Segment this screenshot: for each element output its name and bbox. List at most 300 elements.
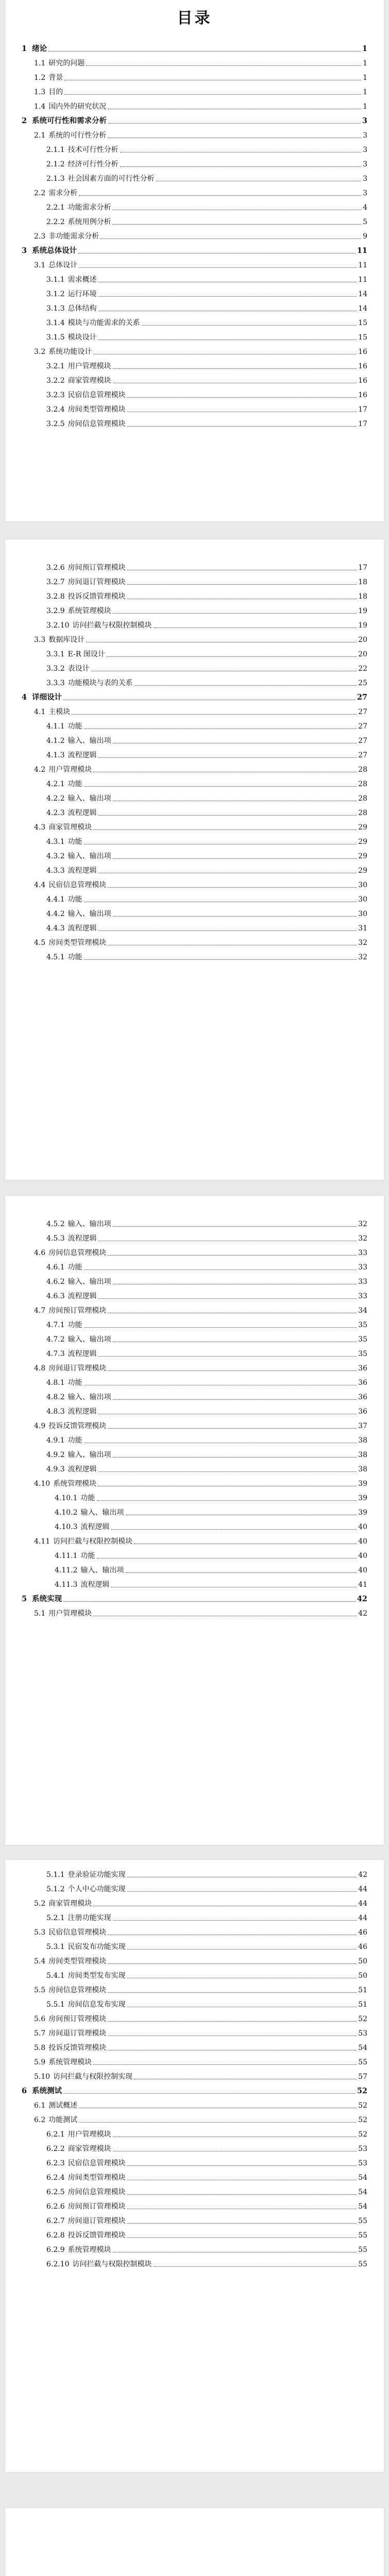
- toc-dot-leader: [79, 2107, 357, 2108]
- toc-entry-number: 4: [22, 693, 27, 702]
- toc-entry-title: 经济可行性分析: [67, 160, 119, 168]
- toc-entry-page-number: 51: [358, 1986, 367, 1994]
- toc-entry[interactable]: [22, 2154, 367, 2168]
- toc-entry[interactable]: [22, 1879, 367, 1894]
- toc-entry[interactable]: [22, 1402, 367, 1416]
- toc-entry-number: 4.11.2: [55, 1566, 78, 1574]
- toc-entry[interactable]: [22, 2168, 367, 2182]
- toc-entry[interactable]: [22, 1604, 367, 1618]
- toc-entry[interactable]: [22, 1344, 367, 1359]
- toc-entry[interactable]: [22, 241, 367, 256]
- toc-entry[interactable]: [22, 97, 367, 111]
- toc-dot-leader: [98, 281, 357, 282]
- toc-dot-leader: [63, 699, 356, 700]
- toc-dot-leader: [108, 1312, 357, 1313]
- toc-entry-page-number: 15: [358, 319, 367, 327]
- toc-entry-page-number: 16: [358, 362, 367, 370]
- toc-dot-leader: [127, 1876, 357, 1877]
- toc-entry[interactable]: [22, 731, 367, 745]
- toc-entry-title: 功能: [80, 1494, 95, 1502]
- toc-entry-page-number: 27: [358, 722, 367, 731]
- toc-entry-number: 3.3.2: [46, 665, 65, 673]
- toc-dot-leader: [127, 1977, 357, 1978]
- toc-dot-leader: [108, 1934, 357, 1935]
- toc-entry[interactable]: [22, 2053, 367, 2067]
- toc-entry-number: 5.6: [34, 2015, 46, 2023]
- toc-entry-page-number: 11: [358, 276, 367, 284]
- toc-entry-number: 2.1.1: [46, 146, 65, 154]
- toc-entry-page-number: 33: [358, 1292, 367, 1300]
- toc-entry-number: 2.3: [34, 232, 46, 241]
- toc-entry[interactable]: [22, 630, 367, 645]
- toc-entry-number: 2.1.2: [46, 160, 65, 168]
- toc-entry-title: 用户管理模块: [67, 362, 111, 370]
- toc-dot-leader: [108, 1963, 357, 1964]
- toc-entry[interactable]: [22, 818, 367, 832]
- toc-entry-page-number: 55: [358, 2246, 367, 2254]
- toc-entry-page-number: 51: [358, 2001, 367, 2009]
- toc-entry-number: 3.3.3: [46, 679, 65, 687]
- toc-entry-page-number: 54: [358, 2044, 367, 2052]
- toc-dot-leader: [72, 714, 357, 715]
- toc-entry-page-number: 17: [358, 420, 367, 428]
- toc-dot-leader: [84, 728, 357, 729]
- toc-dot-leader: [127, 397, 357, 398]
- toc-entry-page-number: 42: [358, 1609, 367, 1618]
- toc-entry[interactable]: [22, 1330, 367, 1344]
- toc-entry[interactable]: [22, 2024, 367, 2038]
- toc-entry-title: 功能: [67, 895, 82, 904]
- toc-entry-number: 4.7.3: [46, 1350, 65, 1358]
- toc-entry-page-number: 5: [363, 218, 367, 226]
- toc-dot-leader: [127, 2208, 357, 2209]
- toc-dot-leader: [84, 1327, 357, 1328]
- toc-entry-number: 1: [22, 44, 27, 53]
- toc-dot-leader: [113, 858, 357, 859]
- toc-entry[interactable]: [22, 183, 367, 198]
- toc-entry[interactable]: [22, 789, 367, 803]
- toc-entry[interactable]: [22, 717, 367, 731]
- toc-dot-leader: [93, 771, 357, 772]
- toc-entry-page-number: 40: [358, 1552, 367, 1560]
- toc-entry-title: 流程逻辑: [67, 1292, 97, 1300]
- toc-entry-number: 4.11.3: [55, 1581, 78, 1589]
- toc-entry-number: 4.1: [34, 708, 46, 716]
- toc-entry[interactable]: [22, 169, 367, 183]
- toc-entry-title: 访问拦截与权限控制实现: [53, 2073, 133, 2081]
- toc-entry-title: 系统测试: [32, 2087, 62, 2095]
- toc-entry-number: 4.9.1: [46, 1436, 65, 1445]
- toc-entry-title: 房间退订管理模块: [48, 2029, 107, 2038]
- toc-entry[interactable]: [22, 2110, 367, 2125]
- toc-entry-page-number: 14: [358, 304, 367, 313]
- toc-list: [5, 539, 384, 962]
- toc-entry-title: 投诉反馈管理模块: [48, 1422, 107, 1430]
- toc-entry-title: 背景: [48, 74, 63, 82]
- toc-entry-number: 3.1.2: [46, 290, 65, 298]
- toc-entry-page-number: 36: [358, 1393, 367, 1401]
- toc-entry[interactable]: [22, 299, 367, 313]
- toc-entry-page-number: 28: [358, 766, 367, 774]
- toc-entry-page-number: 44: [358, 1885, 367, 1893]
- toc-entry[interactable]: [22, 54, 367, 68]
- toc-entry[interactable]: [22, 1301, 367, 1315]
- toc-entry-title: 系统可行性和需求分析: [32, 116, 107, 125]
- toc-entry[interactable]: [22, 1865, 367, 1879]
- toc-entry[interactable]: [22, 68, 367, 82]
- toc-entry[interactable]: [22, 1258, 367, 1272]
- toc-entry[interactable]: [22, 1229, 367, 1243]
- toc-entry-number: 6.2.1: [46, 2130, 65, 2139]
- toc-entry-title: 功能: [67, 780, 82, 788]
- toc-entry[interactable]: [22, 2211, 367, 2226]
- toc-entry[interactable]: [22, 601, 367, 616]
- toc-entry[interactable]: [22, 1431, 367, 1445]
- toc-entry[interactable]: [22, 645, 367, 659]
- toc-entry[interactable]: [22, 616, 367, 630]
- toc-entry-title: 流程逻辑: [67, 809, 97, 817]
- toc-entry-number: 5.8: [34, 2044, 46, 2052]
- toc-dot-leader: [98, 1413, 357, 1414]
- toc-entry[interactable]: [22, 659, 367, 673]
- toc-entry-title: 输入、输出项: [67, 794, 111, 803]
- toc-entry-title: 输入、输出项: [67, 737, 111, 745]
- toc-dot-leader: [98, 296, 357, 297]
- toc-entry-page-number: 54: [358, 2188, 367, 2196]
- toc-entry-title: 商家管理模块: [48, 823, 92, 832]
- toc-entry-title: 目的: [48, 88, 63, 96]
- toc-entry-page-number: 3: [363, 160, 367, 168]
- toc-entry-number: 3.1.3: [46, 304, 65, 313]
- toc-entry[interactable]: [22, 1575, 367, 1589]
- toc-entry[interactable]: [22, 1589, 367, 1604]
- toc-entry[interactable]: [22, 2038, 367, 2053]
- toc-entry-number: 5.5: [34, 1986, 46, 1994]
- toc-entry-number: 5.1.1: [46, 1871, 65, 1879]
- toc-entry-page-number: 17: [358, 564, 367, 572]
- toc-entry-title: 流程逻辑: [67, 924, 97, 933]
- toc-entry[interactable]: [22, 2081, 367, 2096]
- toc-entry[interactable]: [22, 1243, 367, 1258]
- toc-entry-title: 输入、输出项: [67, 1220, 111, 1228]
- toc-entry[interactable]: [22, 1373, 367, 1387]
- toc-entry[interactable]: [22, 1286, 367, 1301]
- toc-entry-number: 2.2.2: [46, 218, 65, 226]
- toc-dot-leader: [120, 151, 361, 152]
- toc-entry-number: 5.1: [34, 1609, 46, 1618]
- toc-entry[interactable]: [22, 1952, 367, 1966]
- toc-dot-leader: [108, 1370, 357, 1371]
- toc-dot-leader: [126, 1572, 357, 1573]
- toc-entry[interactable]: [22, 400, 367, 414]
- toc-entry[interactable]: [22, 256, 367, 270]
- toc-dot-leader: [98, 1355, 357, 1357]
- toc-entry[interactable]: [22, 1966, 367, 1980]
- toc-entry[interactable]: [22, 155, 367, 169]
- toc-entry-title: 总体结构: [67, 304, 97, 313]
- toc-entry[interactable]: [22, 270, 367, 284]
- toc-entry[interactable]: [22, 385, 367, 400]
- toc-entry[interactable]: [22, 803, 367, 818]
- toc-entry[interactable]: [22, 1445, 367, 1460]
- toc-entry[interactable]: [22, 1561, 367, 1575]
- toc-entry-number: 4.9.2: [46, 1451, 65, 1459]
- toc-entry[interactable]: [22, 2182, 367, 2197]
- toc-entry-page-number: 30: [358, 910, 367, 918]
- toc-entry[interactable]: [22, 587, 367, 601]
- toc-entry[interactable]: [22, 1214, 367, 1229]
- toc-entry-number: 4.10.3: [55, 1523, 78, 1531]
- toc-entry[interactable]: [22, 126, 367, 140]
- toc-entry-number: 4.5.2: [46, 1220, 65, 1228]
- toc-entry[interactable]: [22, 1546, 367, 1561]
- toc-entry-page-number: 9: [363, 232, 367, 241]
- toc-entry-number: 5.9: [34, 2058, 46, 2066]
- toc-dot-leader: [108, 2035, 357, 2036]
- toc-page-4: [5, 1860, 384, 2472]
- toc-entry-title: 系统的可行性分析: [48, 131, 107, 140]
- toc-entry[interactable]: [22, 82, 367, 97]
- toc-entry[interactable]: [22, 2096, 367, 2110]
- toc-entry[interactable]: [22, 2139, 367, 2154]
- toc-entry-title: 需求分析: [48, 189, 78, 197]
- toc-entry[interactable]: [22, 1359, 367, 1373]
- toc-entry-title: 系统用例分析: [67, 218, 111, 226]
- toc-entry[interactable]: [22, 572, 367, 587]
- toc-dot-leader: [98, 757, 357, 758]
- toc-entry[interactable]: [22, 702, 367, 717]
- toc-entry-page-number: 33: [358, 1278, 367, 1286]
- toc-entry[interactable]: [22, 2009, 367, 2024]
- toc-entry[interactable]: [22, 1532, 367, 1546]
- toc-entry-title: 系统管理模块: [53, 1480, 97, 1488]
- toc-entry-title: 用户管理模块: [67, 2130, 111, 2139]
- toc-entry[interactable]: [22, 2125, 367, 2139]
- toc-entry[interactable]: [22, 673, 367, 688]
- toc-entry[interactable]: [22, 832, 367, 846]
- toc-entry-number: 6.2.9: [46, 2246, 65, 2254]
- toc-dot-leader: [48, 50, 361, 52]
- toc-entry-number: 3.1.1: [46, 276, 65, 284]
- toc-entry-page-number: 25: [358, 679, 367, 687]
- toc-entry-number: 2.1.3: [46, 175, 65, 183]
- toc-entry-page-number: 40: [358, 1566, 367, 1574]
- toc-entry-title: 总体设计: [48, 261, 78, 269]
- toc-entry-page-number: 1: [363, 59, 367, 67]
- toc-entry-number: 4.2: [34, 766, 46, 774]
- toc-entry[interactable]: [22, 846, 367, 861]
- toc-dot-leader: [113, 1283, 357, 1284]
- toc-entry[interactable]: [22, 342, 367, 357]
- toc-entry-page-number: 11: [358, 261, 367, 269]
- toc-entry-title: 运行环境: [67, 290, 97, 298]
- toc-dot-leader: [127, 569, 357, 570]
- toc-entry-number: 4.8.2: [46, 1393, 65, 1401]
- toc-entry-number: 6.1: [34, 2102, 46, 2110]
- toc-entry[interactable]: [22, 284, 367, 299]
- toc-entry[interactable]: [22, 357, 367, 371]
- toc-entry-number: 6.2.8: [46, 2231, 65, 2240]
- toc-entry-page-number: 46: [358, 1928, 367, 1937]
- toc-entry-number: 5.3.1: [46, 1943, 65, 1951]
- toc-entry-page-number: 41: [358, 1581, 367, 1589]
- toc-dot-leader: [98, 815, 357, 816]
- toc-dot-leader: [98, 310, 357, 311]
- toc-entry[interactable]: [22, 1923, 367, 1937]
- toc-entry-page-number: 53: [358, 2029, 367, 2038]
- toc-entry-number: 4.3.1: [46, 838, 65, 846]
- toc-entry-number: 4.2.2: [46, 794, 65, 803]
- toc-entry[interactable]: [22, 313, 367, 328]
- toc-entry-number: 5.4.1: [46, 1972, 65, 1980]
- toc-entry[interactable]: [22, 371, 367, 385]
- toc-entry[interactable]: [22, 2067, 367, 2081]
- toc-entry-title: 功能测试: [48, 2116, 78, 2124]
- toc-dot-leader: [127, 598, 357, 599]
- toc-entry[interactable]: [22, 947, 367, 962]
- toc-entry-title: 民宿发布功能实现: [67, 1943, 126, 1951]
- toc-entry-page-number: 29: [358, 852, 367, 860]
- toc-entry[interactable]: [22, 1315, 367, 1330]
- toc-entry[interactable]: [22, 39, 367, 54]
- toc-entry-number: 4.7.1: [46, 1321, 65, 1329]
- toc-dot-leader: [84, 1269, 357, 1270]
- toc-entry-page-number: 38: [358, 1451, 367, 1459]
- toc-entry-page-number: 31: [358, 924, 367, 933]
- toc-entry-title: 输入、输出项: [67, 1393, 111, 1401]
- toc-entry[interactable]: [22, 227, 367, 241]
- toc-entry-number: 3.2.9: [46, 607, 65, 615]
- toc-dot-leader: [108, 123, 361, 124]
- toc-entry[interactable]: [22, 328, 367, 342]
- toc-entry[interactable]: [22, 890, 367, 904]
- toc-entry[interactable]: [22, 1272, 367, 1286]
- toc-entry-page-number: 1: [363, 88, 367, 96]
- toc-entry[interactable]: [22, 2255, 367, 2269]
- toc-entry-title: 房间信息发布实现: [67, 2001, 126, 2009]
- toc-entry[interactable]: [22, 1937, 367, 1952]
- toc-entry-number: 5.7: [34, 2029, 46, 2038]
- toc-entry-number: 5.3: [34, 1928, 46, 1937]
- toc-entry-title: 表设计: [67, 665, 90, 673]
- toc-entry-page-number: 33: [358, 1263, 367, 1272]
- toc-entry-number: 4.8: [34, 1364, 46, 1372]
- toc-entry-number: 6.2.4: [46, 2174, 65, 2182]
- toc-entry-page-number: 16: [358, 377, 367, 385]
- toc-entry-number: 1.1: [34, 59, 46, 67]
- toc-entry[interactable]: [22, 1474, 367, 1488]
- toc-entry[interactable]: [22, 1995, 367, 2009]
- toc-entry-number: 3.2.8: [46, 592, 65, 601]
- toc-entry-number: 4.3.2: [46, 852, 65, 860]
- toc-entry[interactable]: [22, 414, 367, 429]
- toc-entry[interactable]: [22, 774, 367, 789]
- toc-entry[interactable]: [22, 1488, 367, 1503]
- toc-dot-leader: [78, 252, 356, 253]
- toc-entry-page-number: 36: [358, 1364, 367, 1372]
- toc-entry[interactable]: [22, 198, 367, 212]
- toc-entry-number: 1.3: [34, 88, 46, 96]
- toc-entry-title: 功能: [67, 953, 82, 961]
- toc-entry[interactable]: [22, 2226, 367, 2240]
- toc-dot-leader: [113, 613, 357, 614]
- toc-dot-leader: [84, 786, 357, 787]
- toc-entry-title: 商家管理模块: [48, 1900, 92, 1908]
- toc-entry[interactable]: [22, 2197, 367, 2211]
- toc-entry[interactable]: [22, 140, 367, 155]
- toc-dot-leader: [98, 872, 357, 873]
- toc-entry[interactable]: [22, 1908, 367, 1923]
- toc-entry-number: 4.6: [34, 1249, 46, 1257]
- toc-entry[interactable]: [22, 861, 367, 875]
- toc-dot-leader: [127, 2223, 357, 2224]
- toc-entry[interactable]: [22, 1460, 367, 1474]
- toc-entry[interactable]: [22, 111, 367, 126]
- toc-page-1: [5, 0, 384, 521]
- toc-entry-title: 民宿信息管理模块: [48, 881, 107, 889]
- toc-entry[interactable]: [22, 1517, 367, 1532]
- toc-dot-leader: [134, 685, 357, 686]
- toc-list: [5, 39, 384, 429]
- toc-entry-page-number: 3: [363, 175, 367, 183]
- toc-entry-title: 民宿信息管理模块: [48, 1928, 107, 1937]
- toc-entry-title: 访问拦截与权限控制模块: [72, 2260, 152, 2268]
- toc-entry[interactable]: [22, 919, 367, 933]
- toc-entry[interactable]: [22, 760, 367, 774]
- toc-entry-page-number: 39: [358, 1509, 367, 1517]
- toc-entry-number: 5.5.1: [46, 2001, 65, 2009]
- toc-dot-leader: [98, 1298, 357, 1299]
- toc-dot-leader: [113, 2150, 357, 2151]
- toc-entry[interactable]: [22, 1416, 367, 1431]
- toc-entry[interactable]: [22, 688, 367, 702]
- toc-entry-title: 系统管理模块: [48, 2058, 92, 2066]
- toc-entry-page-number: 30: [358, 881, 367, 889]
- toc-entry-title: 技术可行性分析: [67, 146, 119, 154]
- toc-entry-page-number: 28: [358, 809, 367, 817]
- toc-entry-title: 房间信息管理模块: [48, 1249, 107, 1257]
- toc-entry-page-number: 18: [358, 592, 367, 601]
- toc-entry-number: 4.11: [34, 1537, 50, 1546]
- toc-entry[interactable]: [22, 1894, 367, 1908]
- toc-entry-title: 房间信息管理模块: [67, 2188, 126, 2196]
- toc-entry[interactable]: [22, 212, 367, 227]
- toc-entry-page-number: 57: [358, 2073, 367, 2081]
- toc-entry[interactable]: [22, 1980, 367, 1995]
- toc-entry[interactable]: [22, 1503, 367, 1517]
- toc-entry-title: 投诉反馈管理模块: [67, 2231, 126, 2240]
- toc-entry-number: 3.2.2: [46, 377, 65, 385]
- toc-entry[interactable]: [22, 1387, 367, 1402]
- toc-entry[interactable]: [22, 2240, 367, 2255]
- toc-entry-title: 绪论: [32, 44, 47, 53]
- toc-page-3: [5, 1196, 384, 1845]
- toc-entry-title: 流程逻辑: [67, 1465, 97, 1473]
- toc-entry[interactable]: [22, 875, 367, 890]
- toc-entry-page-number: 4: [363, 204, 367, 212]
- toc-dot-leader: [127, 411, 357, 412]
- toc-entry[interactable]: [22, 558, 367, 572]
- toc-entry-page-number: 29: [358, 867, 367, 875]
- toc-list: [5, 2508, 384, 2576]
- toc-entry-number: 4.9: [34, 1422, 46, 1430]
- toc-entry[interactable]: [22, 933, 367, 947]
- toc-entry[interactable]: [22, 745, 367, 760]
- toc-entry-page-number: 35: [358, 1335, 367, 1344]
- toc-entry[interactable]: [22, 904, 367, 919]
- toc-entry-title: 注册功能实现: [67, 1914, 111, 1922]
- toc-entry-title: 房间信息管理模块: [48, 1986, 107, 1994]
